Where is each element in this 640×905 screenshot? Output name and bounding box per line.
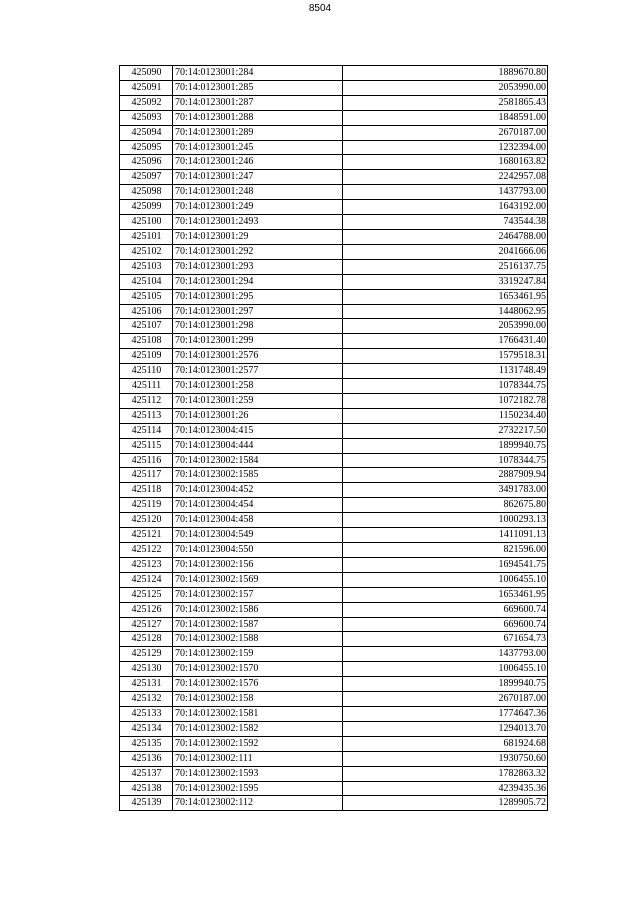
cadastral-number-cell: 70:14:0123002:1586 xyxy=(173,602,343,617)
table-row xyxy=(120,572,548,587)
table-row xyxy=(120,289,548,304)
row-number-cell: 425101 xyxy=(120,229,173,244)
row-number-cell: 425109 xyxy=(120,349,173,364)
row-number-cell: 425132 xyxy=(120,692,173,707)
row-number-cell: 425115 xyxy=(120,438,173,453)
table-row xyxy=(120,766,548,781)
row-number-cell: 425120 xyxy=(120,513,173,528)
cadastral-value-cell: 2887909.94 xyxy=(343,468,548,483)
cadastral-number-cell: 70:14:0123001:298 xyxy=(173,319,343,334)
table-row xyxy=(120,468,548,483)
row-number-cell: 425124 xyxy=(120,572,173,587)
table-row xyxy=(120,736,548,751)
cadastral-number-cell: 70:14:0123001:289 xyxy=(173,125,343,140)
table-row xyxy=(120,393,548,408)
cadastral-number-cell: 70:14:0123002:1595 xyxy=(173,781,343,796)
table-row xyxy=(120,200,548,215)
cadastral-value-cell: 3319247.84 xyxy=(343,274,548,289)
row-number-cell: 425116 xyxy=(120,453,173,468)
cadastral-number-cell: 70:14:0123002:1582 xyxy=(173,721,343,736)
row-number-cell: 425100 xyxy=(120,215,173,230)
row-number-cell: 425095 xyxy=(120,140,173,155)
table-row xyxy=(120,721,548,736)
table-row xyxy=(120,80,548,95)
cadastral-value-cell: 2041666.06 xyxy=(343,244,548,259)
cadastral-number-cell: 70:14:0123002:112 xyxy=(173,796,343,811)
row-number-cell: 425119 xyxy=(120,498,173,513)
cadastral-value-cell: 1766431.40 xyxy=(343,334,548,349)
cadastral-value-cell: 681924.68 xyxy=(343,736,548,751)
cadastral-value-cell: 1078344.75 xyxy=(343,453,548,468)
cadastral-number-cell: 70:14:0123004:444 xyxy=(173,438,343,453)
cadastral-value-cell: 862675.80 xyxy=(343,498,548,513)
table-row xyxy=(120,140,548,155)
cadastral-number-cell: 70:14:0123002:1576 xyxy=(173,677,343,692)
cadastral-value-table xyxy=(119,65,548,811)
table-row xyxy=(120,677,548,692)
table-row xyxy=(120,125,548,140)
row-number-cell: 425127 xyxy=(120,617,173,632)
cadastral-value-cell: 1000293.13 xyxy=(343,513,548,528)
row-number-cell: 425123 xyxy=(120,557,173,572)
cadastral-value-cell: 2732217.50 xyxy=(343,423,548,438)
cadastral-value-cell: 1899940.75 xyxy=(343,677,548,692)
cadastral-value-cell: 1448062.95 xyxy=(343,304,548,319)
cadastral-value-cell: 1889670.80 xyxy=(343,66,548,81)
table-row xyxy=(120,274,548,289)
cadastral-number-cell: 70:14:0123002:1587 xyxy=(173,617,343,632)
cadastral-value-cell: 2670187.00 xyxy=(343,125,548,140)
cadastral-number-cell: 70:14:0123001:258 xyxy=(173,379,343,394)
cadastral-number-cell: 70:14:0123004:550 xyxy=(173,543,343,558)
cadastral-value-cell: 1899940.75 xyxy=(343,438,548,453)
table-row xyxy=(120,662,548,677)
table-row xyxy=(120,319,548,334)
cadastral-number-cell: 70:14:0123002:1570 xyxy=(173,662,343,677)
cadastral-value-cell: 2670187.00 xyxy=(343,692,548,707)
cadastral-number-cell: 70:14:0123004:458 xyxy=(173,513,343,528)
row-number-cell: 425126 xyxy=(120,602,173,617)
cadastral-value-cell: 1411091.13 xyxy=(343,528,548,543)
page-number: 8504 xyxy=(308,3,332,14)
table-row xyxy=(120,602,548,617)
row-number-cell: 425139 xyxy=(120,796,173,811)
cadastral-number-cell: 70:14:0123002:157 xyxy=(173,587,343,602)
row-number-cell: 425122 xyxy=(120,543,173,558)
cadastral-number-cell: 70:14:0123001:248 xyxy=(173,185,343,200)
table-row xyxy=(120,498,548,513)
row-number-cell: 425103 xyxy=(120,259,173,274)
table-row xyxy=(120,483,548,498)
row-number-cell: 425110 xyxy=(120,364,173,379)
cadastral-number-cell: 70:14:0123001:285 xyxy=(173,80,343,95)
table-row xyxy=(120,692,548,707)
cadastral-value-cell: 821596.00 xyxy=(343,543,548,558)
table-row xyxy=(120,185,548,200)
table-row xyxy=(120,647,548,662)
row-number-cell: 425130 xyxy=(120,662,173,677)
cadastral-number-cell: 70:14:0123002:1592 xyxy=(173,736,343,751)
table-row xyxy=(120,95,548,110)
cadastral-value-cell: 1774647.36 xyxy=(343,706,548,721)
table-row xyxy=(120,706,548,721)
cadastral-value-cell: 1694541.75 xyxy=(343,557,548,572)
table-body xyxy=(120,66,548,811)
row-number-cell: 425133 xyxy=(120,706,173,721)
cadastral-number-cell: 70:14:0123002:1569 xyxy=(173,572,343,587)
cadastral-value-cell: 3491783.00 xyxy=(343,483,548,498)
row-number-cell: 425137 xyxy=(120,766,173,781)
cadastral-value-cell: 1437793.00 xyxy=(343,185,548,200)
row-number-cell: 425104 xyxy=(120,274,173,289)
table-row xyxy=(120,796,548,811)
cadastral-number-cell: 70:14:0123001:249 xyxy=(173,200,343,215)
cadastral-value-cell: 669600.74 xyxy=(343,617,548,632)
row-number-cell: 425094 xyxy=(120,125,173,140)
cadastral-value-cell: 1289905.72 xyxy=(343,796,548,811)
cadastral-value-cell: 1653461.95 xyxy=(343,289,548,304)
row-number-cell: 425107 xyxy=(120,319,173,334)
row-number-cell: 425105 xyxy=(120,289,173,304)
table-row xyxy=(120,438,548,453)
row-number-cell: 425131 xyxy=(120,677,173,692)
cadastral-number-cell: 70:14:0123001:247 xyxy=(173,170,343,185)
cadastral-number-cell: 70:14:0123001:246 xyxy=(173,155,343,170)
cadastral-value-cell: 671654.73 xyxy=(343,632,548,647)
table-row xyxy=(120,751,548,766)
cadastral-value-cell: 1848591.00 xyxy=(343,110,548,125)
row-number-cell: 425106 xyxy=(120,304,173,319)
row-number-cell: 425099 xyxy=(120,200,173,215)
cadastral-value-cell: 669600.74 xyxy=(343,602,548,617)
row-number-cell: 425114 xyxy=(120,423,173,438)
table-row xyxy=(120,349,548,364)
row-number-cell: 425121 xyxy=(120,528,173,543)
row-number-cell: 425113 xyxy=(120,408,173,423)
cadastral-number-cell: 70:14:0123002:1581 xyxy=(173,706,343,721)
cadastral-value-cell: 1643192.00 xyxy=(343,200,548,215)
row-number-cell: 425108 xyxy=(120,334,173,349)
row-number-cell: 425111 xyxy=(120,379,173,394)
table-row xyxy=(120,543,548,558)
table-row xyxy=(120,587,548,602)
table-row xyxy=(120,781,548,796)
table-row xyxy=(120,244,548,259)
row-number-cell: 425129 xyxy=(120,647,173,662)
table-row xyxy=(120,229,548,244)
cadastral-number-cell: 70:14:0123001:29 xyxy=(173,229,343,244)
cadastral-value-cell: 2053990.00 xyxy=(343,80,548,95)
cadastral-number-cell: 70:14:0123002:1584 xyxy=(173,453,343,468)
cadastral-number-cell: 70:14:0123004:454 xyxy=(173,498,343,513)
table-row xyxy=(120,259,548,274)
cadastral-value-cell: 2242957.08 xyxy=(343,170,548,185)
cadastral-number-cell: 70:14:0123004:549 xyxy=(173,528,343,543)
cadastral-value-cell: 1006455.10 xyxy=(343,572,548,587)
cadastral-number-cell: 70:14:0123002:1593 xyxy=(173,766,343,781)
cadastral-number-cell: 70:14:0123002:156 xyxy=(173,557,343,572)
table-row xyxy=(120,453,548,468)
cadastral-number-cell: 70:14:0123001:2577 xyxy=(173,364,343,379)
row-number-cell: 425138 xyxy=(120,781,173,796)
cadastral-number-cell: 70:14:0123001:292 xyxy=(173,244,343,259)
cadastral-value-cell: 2581865.43 xyxy=(343,95,548,110)
cadastral-number-cell: 70:14:0123001:245 xyxy=(173,140,343,155)
cadastral-value-cell: 1782863.32 xyxy=(343,766,548,781)
cadastral-value-cell: 2516137.75 xyxy=(343,259,548,274)
cadastral-value-cell: 2053990.00 xyxy=(343,319,548,334)
row-number-cell: 425118 xyxy=(120,483,173,498)
row-number-cell: 425091 xyxy=(120,80,173,95)
table-row xyxy=(120,170,548,185)
cadastral-number-cell: 70:14:0123002:158 xyxy=(173,692,343,707)
cadastral-number-cell: 70:14:0123002:111 xyxy=(173,751,343,766)
cadastral-value-cell: 1579518.31 xyxy=(343,349,548,364)
cadastral-value-cell: 4239435.36 xyxy=(343,781,548,796)
cadastral-number-cell: 70:14:0123001:26 xyxy=(173,408,343,423)
cadastral-value-cell: 1437793.00 xyxy=(343,647,548,662)
cadastral-value-cell: 1294013.70 xyxy=(343,721,548,736)
row-number-cell: 425098 xyxy=(120,185,173,200)
table-row xyxy=(120,557,548,572)
row-number-cell: 425097 xyxy=(120,170,173,185)
cadastral-value-cell: 1232394.00 xyxy=(343,140,548,155)
cadastral-number-cell: 70:14:0123001:2576 xyxy=(173,349,343,364)
table-row xyxy=(120,215,548,230)
row-number-cell: 425117 xyxy=(120,468,173,483)
table-row xyxy=(120,423,548,438)
cadastral-number-cell: 70:14:0123001:299 xyxy=(173,334,343,349)
table-row xyxy=(120,155,548,170)
table-row xyxy=(120,513,548,528)
cadastral-value-cell: 743544.38 xyxy=(343,215,548,230)
cadastral-number-cell: 70:14:0123001:293 xyxy=(173,259,343,274)
row-number-cell: 425090 xyxy=(120,66,173,81)
cadastral-number-cell: 70:14:0123001:287 xyxy=(173,95,343,110)
cadastral-number-cell: 70:14:0123004:415 xyxy=(173,423,343,438)
cadastral-number-cell: 70:14:0123001:294 xyxy=(173,274,343,289)
row-number-cell: 425125 xyxy=(120,587,173,602)
cadastral-value-cell: 1930750.60 xyxy=(343,751,548,766)
table-row xyxy=(120,66,548,81)
row-number-cell: 425134 xyxy=(120,721,173,736)
cadastral-number-cell: 70:14:0123001:2493 xyxy=(173,215,343,230)
row-number-cell: 425136 xyxy=(120,751,173,766)
row-number-cell: 425128 xyxy=(120,632,173,647)
table-row xyxy=(120,632,548,647)
row-number-cell: 425093 xyxy=(120,110,173,125)
table-row xyxy=(120,408,548,423)
table-row xyxy=(120,528,548,543)
table-row xyxy=(120,379,548,394)
cadastral-number-cell: 70:14:0123002:1585 xyxy=(173,468,343,483)
cadastral-number-cell: 70:14:0123001:259 xyxy=(173,393,343,408)
row-number-cell: 425096 xyxy=(120,155,173,170)
cadastral-value-cell: 1131748.49 xyxy=(343,364,548,379)
table-row xyxy=(120,110,548,125)
cadastral-value-cell: 2464788.00 xyxy=(343,229,548,244)
cadastral-number-cell: 70:14:0123001:284 xyxy=(173,66,343,81)
cadastral-value-cell: 1072182.78 xyxy=(343,393,548,408)
cadastral-value-cell: 1078344.75 xyxy=(343,379,548,394)
cadastral-value-cell: 1006455.10 xyxy=(343,662,548,677)
cadastral-number-cell: 70:14:0123002:159 xyxy=(173,647,343,662)
cadastral-number-cell: 70:14:0123004:452 xyxy=(173,483,343,498)
row-number-cell: 425092 xyxy=(120,95,173,110)
row-number-cell: 425102 xyxy=(120,244,173,259)
table-row xyxy=(120,304,548,319)
cadastral-number-cell: 70:14:0123001:295 xyxy=(173,289,343,304)
cadastral-value-cell: 1150234.40 xyxy=(343,408,548,423)
row-number-cell: 425135 xyxy=(120,736,173,751)
table-row xyxy=(120,364,548,379)
cadastral-value-cell: 1653461.95 xyxy=(343,587,548,602)
cadastral-number-cell: 70:14:0123002:1588 xyxy=(173,632,343,647)
cadastral-value-cell: 1680163.82 xyxy=(343,155,548,170)
cadastral-number-cell: 70:14:0123001:297 xyxy=(173,304,343,319)
table-row xyxy=(120,617,548,632)
table-row xyxy=(120,334,548,349)
row-number-cell: 425112 xyxy=(120,393,173,408)
cadastral-number-cell: 70:14:0123001:288 xyxy=(173,110,343,125)
